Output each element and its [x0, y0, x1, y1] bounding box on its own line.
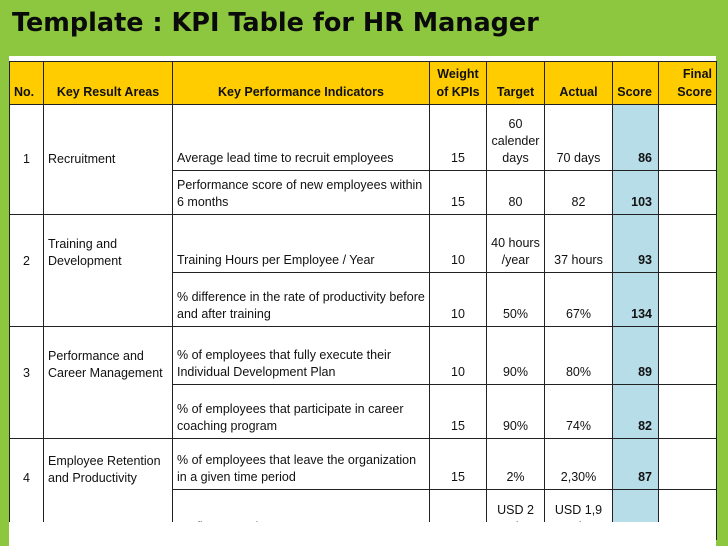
final-score-cell	[659, 171, 717, 215]
row-number: 3	[10, 327, 44, 385]
row-number	[10, 171, 44, 215]
row-number	[10, 385, 44, 439]
header-target: Target	[487, 62, 545, 105]
kpi-indicator: % of employees that fully execute their Individual Development Plan	[173, 327, 430, 385]
header-weight: Weight of KPIs	[430, 62, 487, 105]
kpi-actual: 67%	[545, 273, 613, 327]
kpi-weight: 10	[430, 215, 487, 273]
kpi-weight: 10	[430, 273, 487, 327]
key-result-area: Employee Retention and Productivity	[44, 439, 173, 490]
table-row	[10, 171, 717, 215]
kpi-actual: 80%	[545, 327, 613, 385]
kpi-indicator: % of employees that leave the organization in a given time period	[173, 439, 430, 490]
kpi-target: 60 calender days	[487, 105, 545, 171]
kpi-indicator: % of employees that participate in career coaching program	[173, 385, 430, 439]
right-accent-strip	[716, 56, 728, 546]
key-result-area	[44, 273, 173, 327]
kpi-target: 40 hours /year	[487, 215, 545, 273]
key-result-area: Performance and Career Management	[44, 327, 173, 385]
kpi-weight: 15	[430, 105, 487, 171]
kpi-score: 103	[613, 171, 659, 215]
kpi-weight: 15	[430, 385, 487, 439]
kpi-target: 90%	[487, 327, 545, 385]
header-final-score: Final Score	[659, 62, 717, 105]
kpi-indicator: Performance score of new employees within 6 months	[173, 171, 430, 215]
kpi-indicator: Training Hours per Employee / Year	[173, 215, 430, 273]
kpi-actual: 37 hours	[545, 215, 613, 273]
table-row	[10, 105, 717, 171]
kpi-score: 134	[613, 273, 659, 327]
key-result-area	[44, 171, 173, 215]
row-number: 4	[10, 439, 44, 490]
kpi-score: 86	[613, 105, 659, 171]
kpi-table-body	[10, 105, 717, 540]
kpi-target: 80	[487, 171, 545, 215]
final-score-cell	[659, 439, 717, 490]
kpi-target: 90%	[487, 385, 545, 439]
header-score: Score	[613, 62, 659, 105]
final-score-cell	[659, 385, 717, 439]
key-result-area: Recruitment	[44, 105, 173, 171]
key-result-area	[44, 385, 173, 439]
header-row	[10, 62, 717, 105]
kpi-indicator: % difference in the rate of productivity before and after training	[173, 273, 430, 327]
table-row	[10, 273, 717, 327]
header-kpi: Key Performance Indicators	[173, 62, 430, 105]
kpi-indicator: Average lead time to recruit employees	[173, 105, 430, 171]
kpi-table	[9, 61, 717, 540]
final-score-cell	[659, 327, 717, 385]
kpi-score: 87	[613, 439, 659, 490]
kpi-actual: USD 1,9	[545, 490, 613, 540]
table-row	[10, 439, 717, 490]
bottom-margin	[9, 522, 716, 546]
kpi-target: USD 2	[487, 490, 545, 540]
kpi-target: 50%	[487, 273, 545, 327]
kpi-score: 89	[613, 327, 659, 385]
kpi-actual: 82	[545, 171, 613, 215]
row-number	[10, 273, 44, 327]
kpi-actual: 2,30%	[545, 439, 613, 490]
final-score-cell	[659, 105, 717, 171]
key-result-area: Training and Development	[44, 215, 173, 273]
table-row	[10, 215, 717, 273]
header-no: No.	[10, 62, 44, 105]
final-score-cell	[659, 215, 717, 273]
kpi-target: 2%	[487, 439, 545, 490]
kpi-actual: 70 days	[545, 105, 613, 171]
kpi-weight: 15	[430, 439, 487, 490]
header-key-result-areas: Key Result Areas	[44, 62, 173, 105]
page-title: Template : KPI Table for HR Manager	[12, 8, 539, 38]
table-row	[10, 327, 717, 385]
kpi-actual: 74%	[545, 385, 613, 439]
kpi-weight: 10	[430, 327, 487, 385]
row-number: 2	[10, 215, 44, 273]
kpi-weight: 15	[430, 171, 487, 215]
kpi-table-container	[9, 61, 716, 522]
left-accent-strip	[0, 56, 9, 546]
table-row	[10, 385, 717, 439]
row-number: 1	[10, 105, 44, 171]
title-banner	[0, 0, 728, 56]
kpi-score: 93	[613, 215, 659, 273]
header-actual: Actual	[545, 62, 613, 105]
kpi-score: 82	[613, 385, 659, 439]
final-score-cell	[659, 273, 717, 327]
